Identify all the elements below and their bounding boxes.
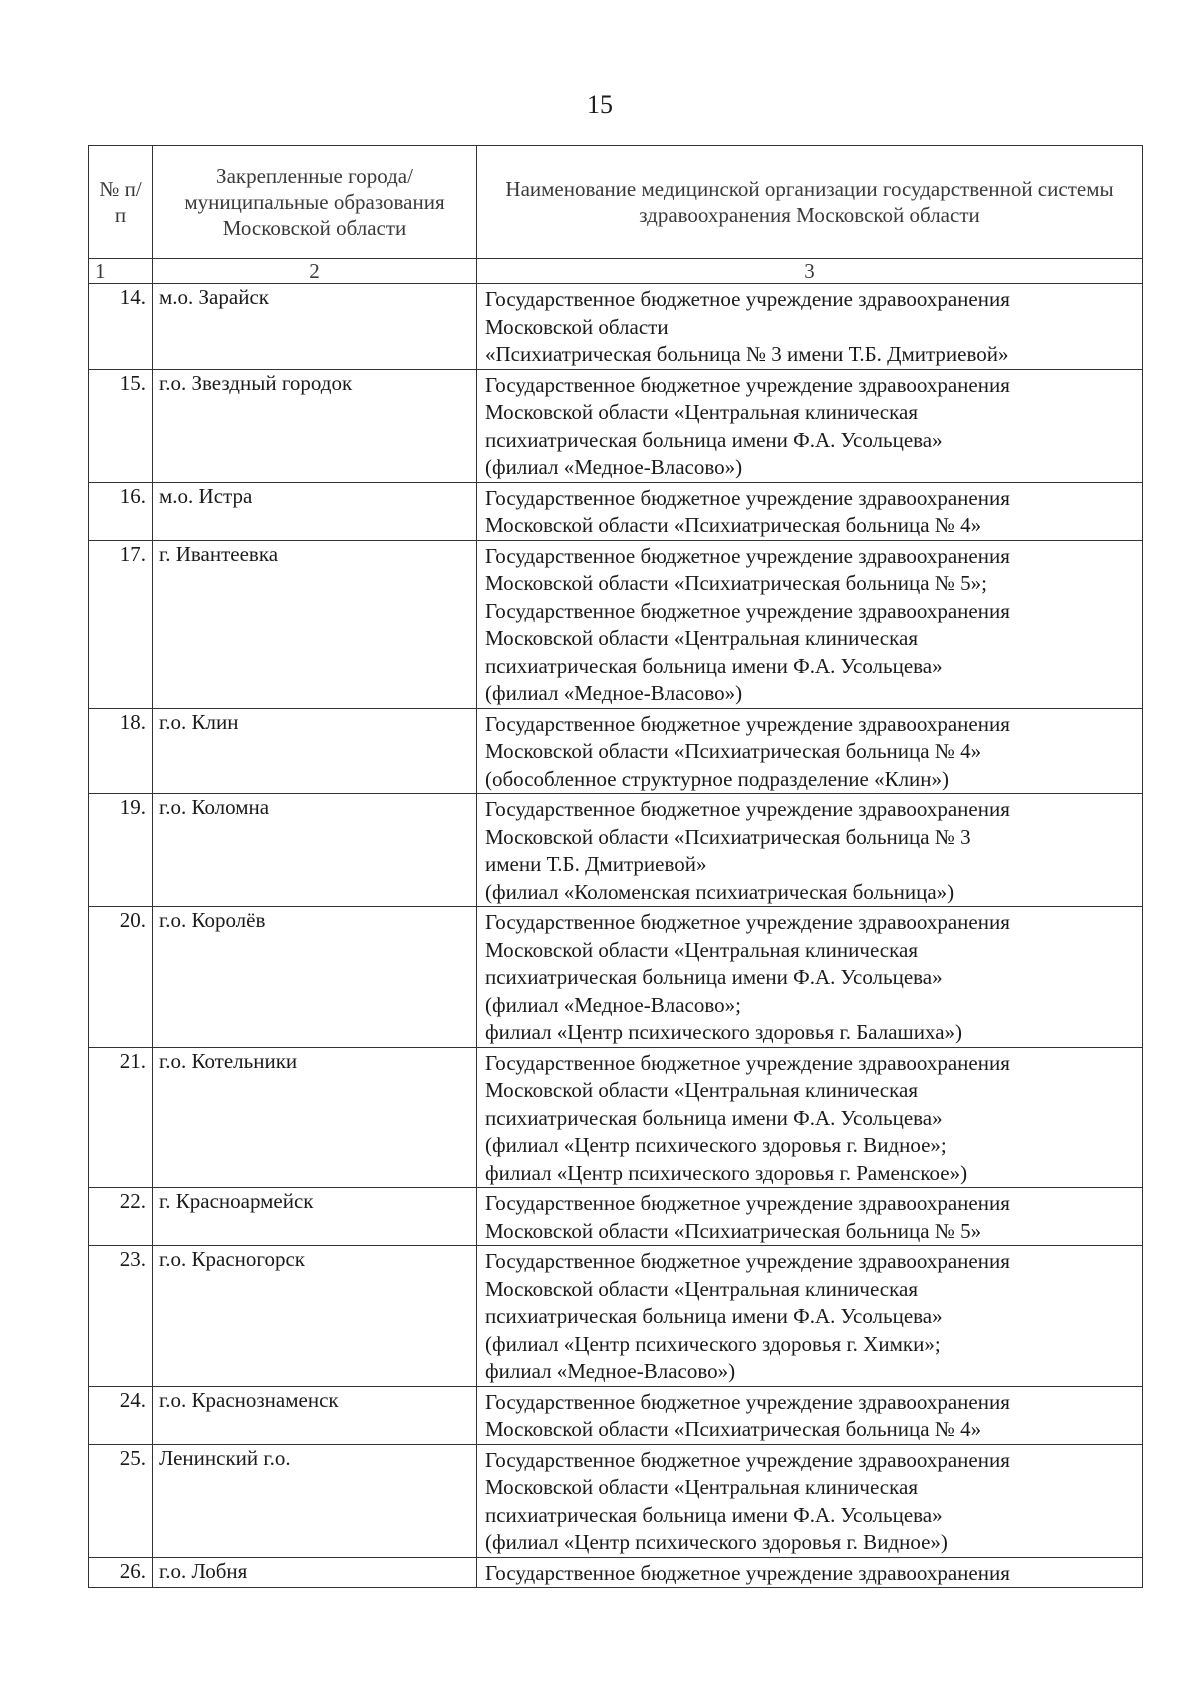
organizations-table <box>88 145 1143 1588</box>
table-row <box>89 1557 1143 1588</box>
table-row <box>89 1444 1143 1557</box>
row-number: 17. <box>89 540 153 708</box>
organization-line: Государственное бюджетное учреждение здравоохранения <box>485 1191 1010 1215</box>
municipality-name: г. Ивантеевка <box>153 540 477 708</box>
organization-line: «Психиатрическая больница № 3 имени Т.Б. Дмитриевой» <box>485 342 1009 366</box>
organization-line: психиатрическая больница имени Ф.А. Усольцева» <box>485 965 943 989</box>
organization-line: (филиал «Коломенская психиатрическая больница») <box>485 879 955 904</box>
organization-line: психиатрическая больница имени Ф.А. Усольцева» <box>485 653 943 678</box>
organization-name <box>477 1246 1143 1387</box>
table-header-row <box>89 146 1143 259</box>
organization-line: Московской области «Психиатрическая больница № 3 <box>485 824 971 849</box>
organization-name <box>477 482 1143 540</box>
municipality-name: г.о. Котельники <box>153 1047 477 1188</box>
organization-line: Государственное бюджетное учреждение здравоохранения <box>485 372 1010 397</box>
table-row <box>89 482 1143 540</box>
organization-name <box>477 284 1143 370</box>
row-number: 16. <box>89 482 153 540</box>
organization-line: Московской области «Психиатрическая больница № 5» <box>485 1218 982 1243</box>
organization-name <box>477 1386 1143 1444</box>
organization-line: Государственное бюджетное учреждение здравоохранения <box>485 1447 1010 1472</box>
table-row <box>89 284 1143 370</box>
row-number: 25. <box>89 1444 153 1557</box>
organization-line: Государственное бюджетное учреждение здравоохранения <box>485 1560 1010 1585</box>
organization-line: Московской области «Психиатрическая больница № 4» <box>485 1417 982 1441</box>
municipality-name: г.о. Звездный городок <box>153 369 477 482</box>
organization-line: Московской области <box>485 314 669 339</box>
organization-line: (филиал «Центр психического здоровья г. Видное») <box>485 1530 948 1554</box>
organization-line: (филиал «Центр психического здоровья г. Химки»; <box>485 1331 941 1356</box>
organization-name <box>477 907 1143 1048</box>
table-row <box>89 540 1143 708</box>
column-number-row <box>89 259 1143 284</box>
organization-line: психиатрическая больница имени Ф.А. Усольцева» <box>485 427 943 452</box>
municipality-name: г.о. Клин <box>153 708 477 794</box>
organization-name <box>477 1188 1143 1246</box>
row-number: 18. <box>89 708 153 794</box>
organization-line: психиатрическая больница имени Ф.А. Усольцева» <box>485 1105 943 1130</box>
organization-line: (филиал «Медное-Власово»; <box>485 992 741 1017</box>
organization-line: Московской области «Психиатрическая больница № 4» <box>485 739 982 763</box>
municipality-name: Ленинский г.о. <box>153 1444 477 1557</box>
organization-line: (филиал «Центр психического здоровья г. Видное»; <box>485 1133 947 1157</box>
organization-line: Московской области «Психиатрическая больница № 5»; <box>485 571 987 595</box>
row-number: 20. <box>89 907 153 1048</box>
column-number-3: 3 <box>477 259 1143 284</box>
organization-line: Государственное бюджетное учреждение здравоохранения <box>485 598 1010 623</box>
row-number: 26. <box>89 1557 153 1588</box>
table-row <box>89 1246 1143 1387</box>
page-number: 15 <box>587 90 613 119</box>
municipality-name: г.о. Лобня <box>153 1557 477 1588</box>
header-number: № п/п <box>89 146 153 259</box>
organization-line: (филиал «Медное-Власово») <box>485 455 743 479</box>
organization-name <box>477 1047 1143 1188</box>
organization-name <box>477 708 1143 794</box>
header-organization: Наименование медицинской организации государственной системы здравоохранения Московской области <box>477 146 1143 259</box>
row-number: 14. <box>89 284 153 370</box>
organization-line: Государственное бюджетное учреждение здравоохранения <box>485 1249 1010 1273</box>
column-number-1: 1 <box>89 259 153 284</box>
organization-line: Московской области «Центральная клиническая <box>485 937 918 962</box>
organization-line: Государственное бюджетное учреждение здравоохранения <box>485 910 1010 934</box>
organization-line: (обособленное структурное подразделение «Клин») <box>485 766 950 791</box>
table-body <box>89 284 1143 1588</box>
organization-name <box>477 794 1143 907</box>
organization-line: Московской области «Центральная клиническая <box>485 1475 918 1499</box>
organization-line: (филиал «Медное-Власово») <box>485 681 743 705</box>
table-row <box>89 708 1143 794</box>
organization-line: психиатрическая больница имени Ф.А. Усольцева» <box>485 1502 943 1527</box>
municipality-name: г.о. Краснознаменск <box>153 1386 477 1444</box>
column-number-2: 2 <box>153 259 477 284</box>
header-municipality: Закрепленные города/муниципальные образования Московской области <box>153 146 477 259</box>
organization-line: филиал «Центр психического здоровья г. Раменское») <box>485 1160 968 1185</box>
organization-line: Московской области «Центральная клиническая <box>485 626 918 650</box>
row-number: 21. <box>89 1047 153 1188</box>
organization-name <box>477 1557 1143 1588</box>
organization-name <box>477 369 1143 482</box>
organization-line: Государственное бюджетное учреждение здравоохранения <box>485 1050 1010 1075</box>
organization-line: имени Т.Б. Дмитриевой» <box>485 852 707 876</box>
organization-line: Московской области «Центральная клиническая <box>485 1276 918 1301</box>
row-number: 24. <box>89 1386 153 1444</box>
organization-name <box>477 540 1143 708</box>
organization-line: Московской области «Центральная клиническая <box>485 1078 918 1102</box>
table-row <box>89 794 1143 907</box>
organization-line: Государственное бюджетное учреждение здравоохранения <box>485 797 1010 821</box>
row-number: 23. <box>89 1246 153 1387</box>
table-row <box>89 907 1143 1048</box>
table-row <box>89 1386 1143 1444</box>
row-number: 19. <box>89 794 153 907</box>
municipality-name: г.о. Красногорск <box>153 1246 477 1387</box>
row-number: 15. <box>89 369 153 482</box>
table-row <box>89 1047 1143 1188</box>
organization-line: Государственное бюджетное учреждение здравоохранения <box>485 1389 1010 1414</box>
organization-line: Государственное бюджетное учреждение здравоохранения <box>485 485 1010 510</box>
row-number: 22. <box>89 1188 153 1246</box>
municipality-name: м.о. Зарайск <box>153 284 477 370</box>
organization-line: Государственное бюджетное учреждение здравоохранения <box>485 287 1010 311</box>
organization-name <box>477 1444 1143 1557</box>
table-row <box>89 1188 1143 1246</box>
municipality-name: г. Красноармейск <box>153 1188 477 1246</box>
organization-line: психиатрическая больница имени Ф.А. Усольцева» <box>485 1304 943 1328</box>
table-row <box>89 369 1143 482</box>
organization-line: Государственное бюджетное учреждение здравоохранения <box>485 711 1010 736</box>
organization-line: Московской области «Психиатрическая больница № 4» <box>485 513 982 537</box>
organization-line: Московской области «Центральная клиническая <box>485 400 918 424</box>
municipality-name: г.о. Коломна <box>153 794 477 907</box>
organization-line: филиал «Медное-Власово») <box>485 1359 736 1383</box>
municipality-name: г.о. Королёв <box>153 907 477 1048</box>
organization-line: Государственное бюджетное учреждение здравоохранения <box>485 543 1010 568</box>
municipality-name: м.о. Истра <box>153 482 477 540</box>
organization-line: филиал «Центр психического здоровья г. Балашиха») <box>485 1020 963 1044</box>
